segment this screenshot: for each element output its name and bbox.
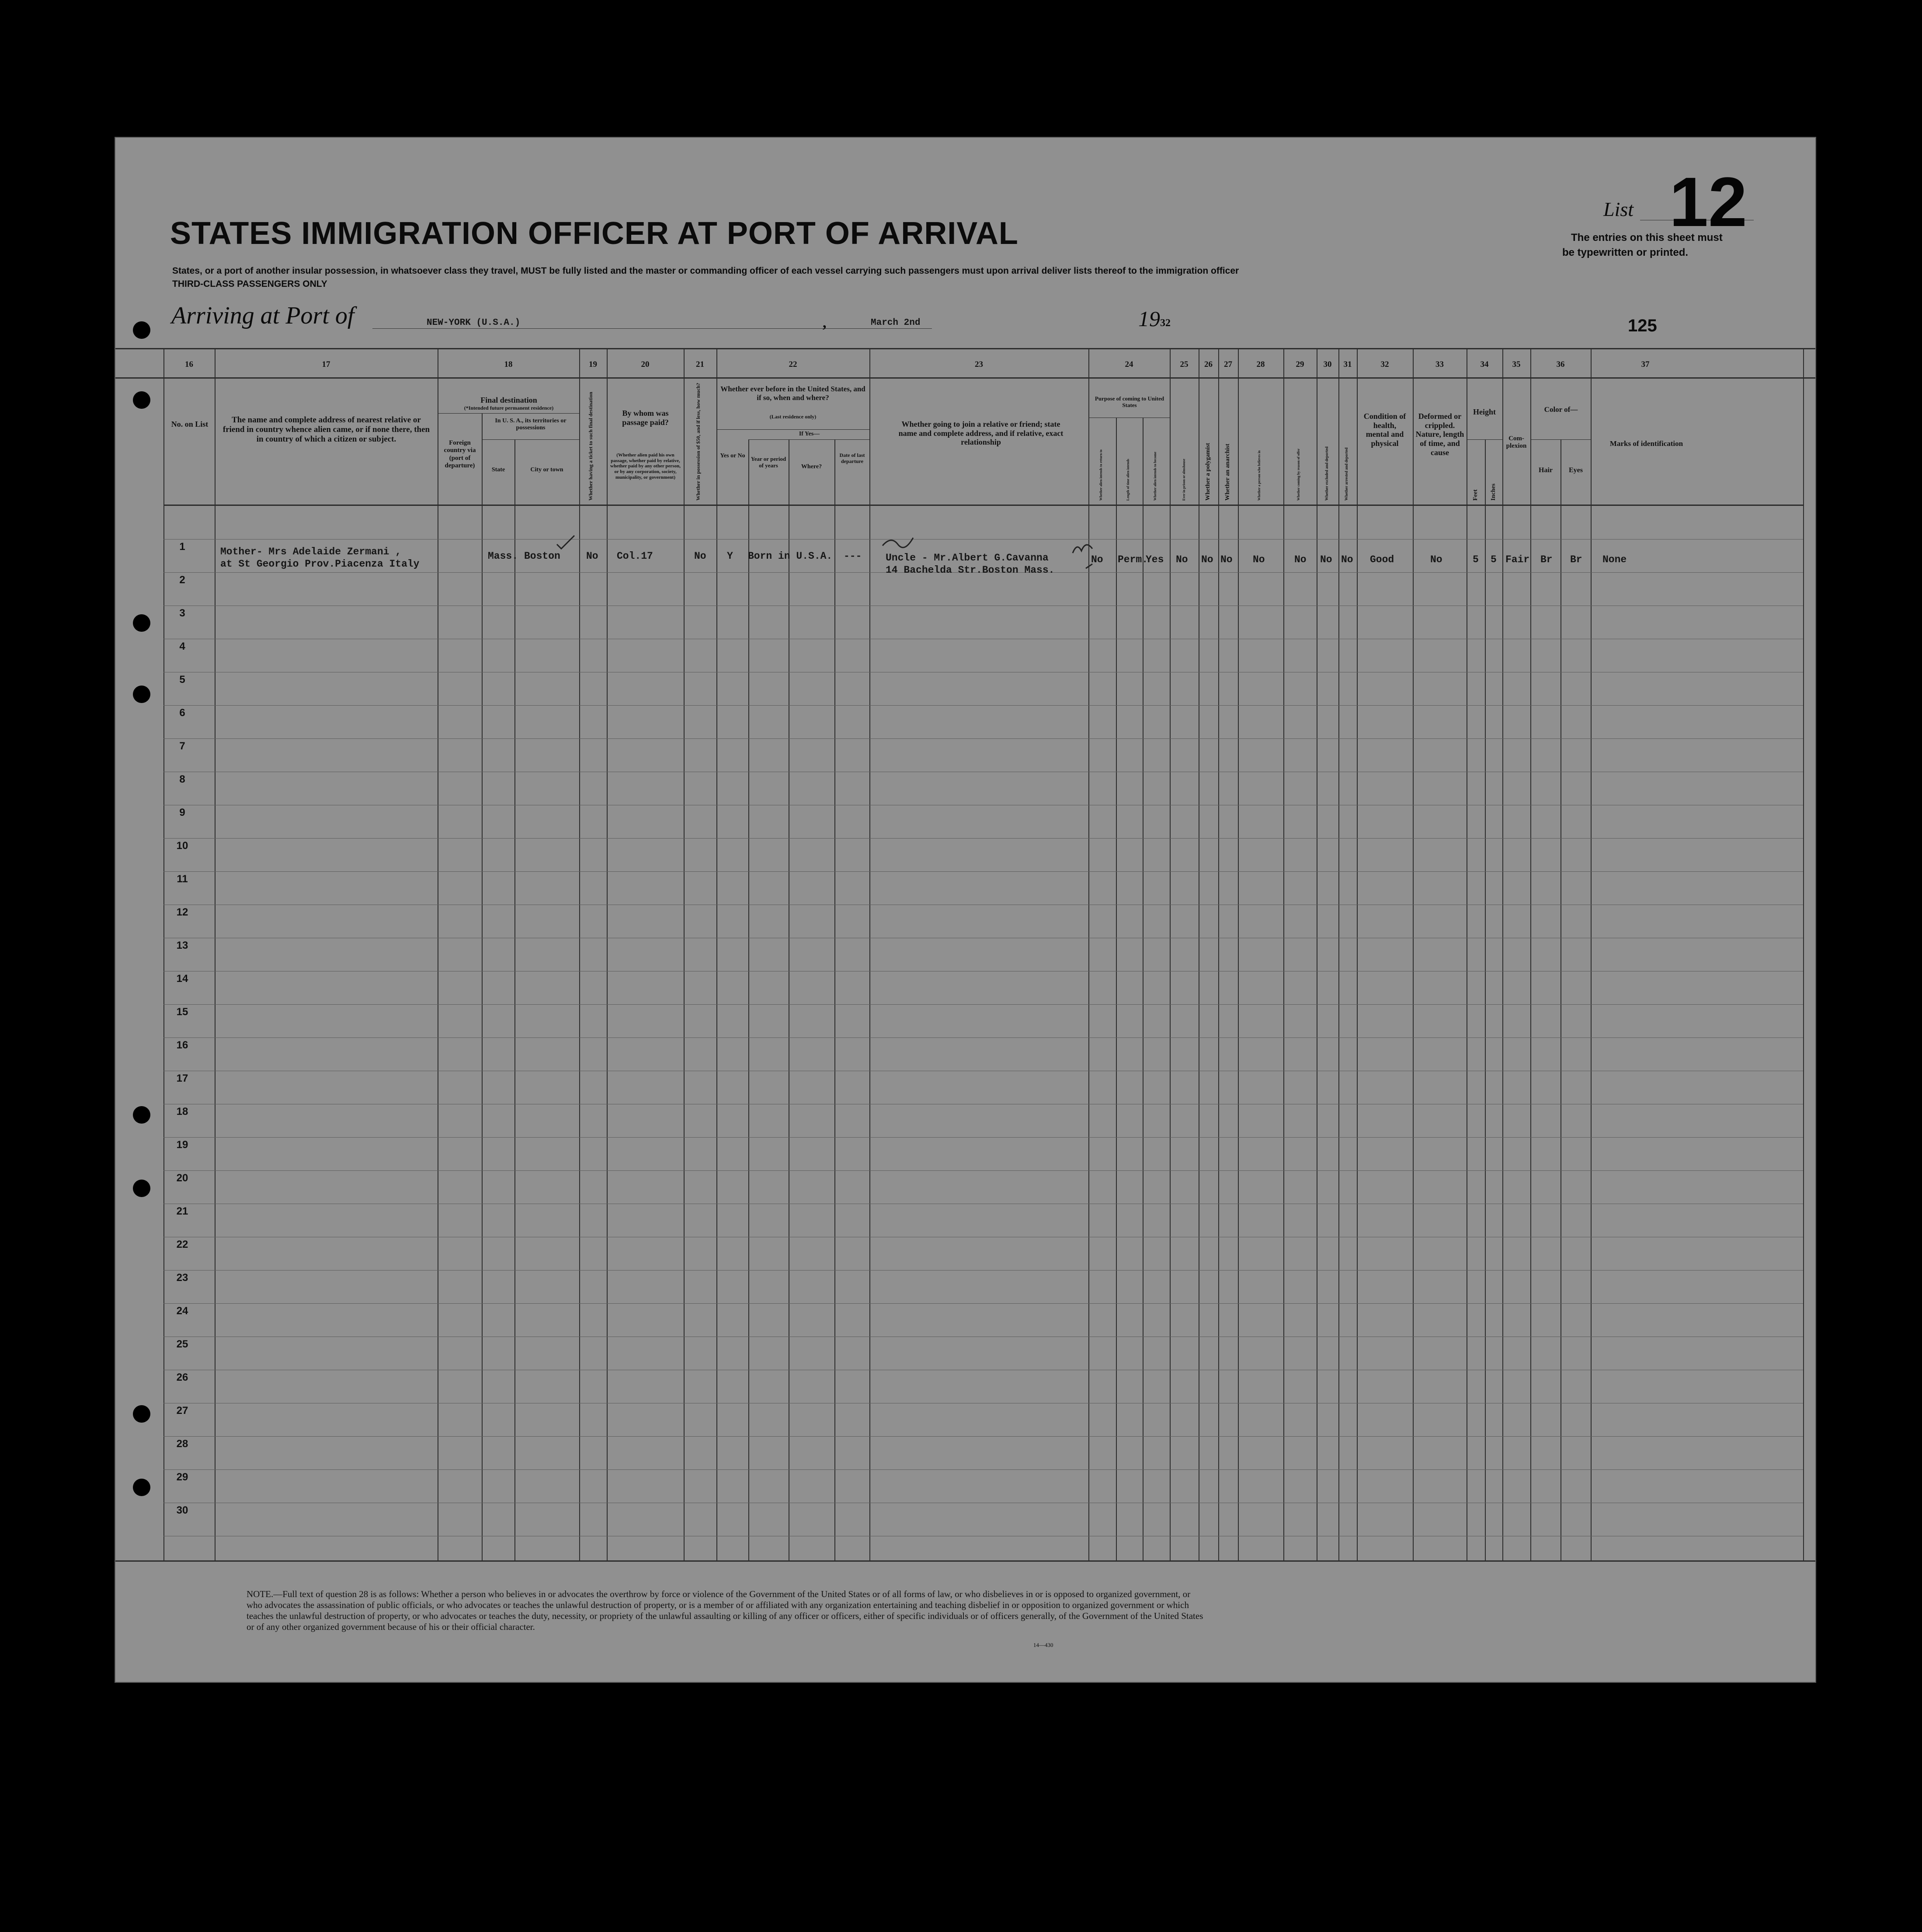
column-divider [1357,348,1358,1561]
row-line [163,1037,1803,1038]
column-number: 36 [1556,360,1565,369]
list-number: 12 [1669,163,1747,241]
column-divider [163,348,164,1561]
row-line [163,1436,1803,1437]
header-q31: Whether arrested and deported [1344,447,1349,501]
year-suffix: 32 [1160,317,1171,329]
header-complexion: Com- plexion [1506,435,1527,450]
row-number: 14 [176,973,188,985]
table-top-line [115,348,1815,349]
row-line [163,539,1803,540]
header-possession-50: Whether in possession of $50, and if less, how much? [695,383,701,501]
header-eyes: Eyes [1569,466,1583,474]
column-divider [1502,348,1503,1561]
list-note-1: The entries on this sheet must [1571,232,1723,244]
column-divider [607,348,608,1561]
column-number: 18 [504,360,513,369]
column-number: 16 [185,360,193,369]
entry-polygamist: No [1201,554,1213,565]
header-passage-paid: By whom was passage paid? [622,409,669,427]
row-number: 13 [176,940,188,951]
column-divider [1485,439,1486,1561]
column-divider [579,348,580,1561]
entry-purpose-length: Perm. [1118,554,1148,565]
column-number: 22 [789,360,797,369]
row-number: 11 [177,873,188,885]
form-number: 14—430 [1033,1642,1053,1648]
row-number: 9 [179,807,185,818]
column-number: 30 [1323,360,1332,369]
header-state: State [491,466,505,473]
column-divider [1238,348,1239,1561]
row-number: 6 [179,707,185,719]
row-line [163,705,1803,706]
header-health: Condition of health, mental and physical [1363,412,1406,448]
header-no-on-list: No. on List [171,420,209,428]
column-divider [834,439,835,1561]
port-underline [372,328,932,329]
header-relative-abroad: The name and complete address of nearest relative or friend in country whence alien came, or if none there, then in country of which a citizen or subject. [222,415,430,444]
header-q29: Whether coming by reason of offer [1296,448,1300,501]
header-year-or-period: Year or period of years [751,456,786,469]
punch-hole [133,1479,150,1496]
year [1138,306,1171,331]
entry-before-where: Born in U.S.A. [748,550,833,562]
row-number: 29 [176,1471,188,1483]
entry-eyes: Br [1570,554,1582,565]
port-value: NEW-YORK (U.S.A.) [427,318,521,328]
row-number: 5 [179,674,185,686]
header-foreign-country: Foreign country via (port of departure) [444,439,476,469]
column-number: 31 [1343,360,1352,369]
check-mark [555,533,577,551]
column-divider [1283,348,1284,1561]
list-note-2: be typewritten or printed. [1562,247,1689,258]
year-prefix: 19 [1138,306,1160,331]
entry-inches: 5 [1491,554,1497,565]
row-number: 1 [179,541,185,553]
page-title: STATES IMMIGRATION OFFICER AT PORT OF ARRIVAL [170,216,1018,251]
entry-city: Boston [524,550,560,562]
entry-purpose-citizen: Yes [1146,554,1164,565]
row-number: 26 [176,1372,188,1383]
header-where: Where? [801,463,822,470]
row-number: 20 [176,1172,188,1184]
entry-joining-line2: 14 Bachelda Str.Boston Mass. [886,564,1055,576]
row-number: 25 [176,1338,188,1350]
column-divider [869,348,870,1561]
check-mark [1068,538,1103,573]
colnum-line [115,377,1815,379]
punch-hole [133,391,150,409]
entry-prison: No [1176,554,1188,565]
row-number: 22 [176,1239,188,1250]
header-height: Height [1473,407,1496,416]
row-line [163,1170,1803,1171]
column-divider [514,439,515,1561]
column-number: 33 [1435,360,1444,369]
header-inches: Inches [1490,484,1497,501]
subheader-line [1467,439,1502,440]
instructions-text: States, or a port of another insular possession, in whatsoever class they travel, MUST be fully listed and the master or commanding officer of each vessel carrying such passengers must upon arrival deliver lists thereof to the immigration officer [172,266,1239,276]
header-purpose-citizen: Whether alien intends to become [1153,452,1157,501]
row-number: 17 [176,1072,188,1084]
comma-mark: , [823,315,827,331]
row-number: 7 [179,740,185,752]
entry-feet: 5 [1473,554,1479,565]
entry-hair: Br [1540,554,1553,565]
header-deformed: Deformed or crippled. Nature, length of time, and cause [1415,412,1464,457]
date-value: March 2nd [871,318,921,328]
row-number: 28 [176,1438,188,1450]
column-divider [1591,348,1592,1561]
column-divider [482,413,483,1561]
header-in-usa: In U. S. A., its territories or possessions [495,418,567,432]
row-number: 16 [176,1039,188,1051]
row-number: 30 [176,1504,188,1516]
header-before-note: (Last residence only) [769,414,817,420]
header-yes-or-no: Yes or No [720,453,745,459]
entry-marks: None [1602,554,1627,565]
class-line: THIRD-CLASS PASSENGERS ONLY [172,279,327,289]
column-divider [716,348,717,1561]
column-divider [1338,348,1339,1561]
row-number: 12 [176,906,188,918]
row-number: 2 [179,574,185,586]
row-number: 4 [179,641,185,652]
punch-hole [133,614,150,632]
row-line [163,1270,1803,1271]
column-number: 26 [1204,360,1213,369]
column-number: 32 [1380,360,1389,369]
header-color-of: Color of— [1544,405,1578,414]
manifest-sheet [115,137,1816,1683]
column-divider [1413,348,1414,1561]
header-passage-paid-note: (Whether alien paid his own passage, whether paid by relative, whether paid by any other person, or by any corporation, society, municipality, or government) [610,453,681,480]
list-label: List [1603,198,1634,220]
entry-health: Good [1370,554,1394,565]
row-line [163,871,1803,872]
header-city: City or town [530,466,563,473]
row-number: 21 [176,1205,188,1217]
header-q30: Whether excluded and deported [1324,446,1329,501]
column-number: 25 [1180,360,1189,369]
column-number: 21 [696,360,704,369]
entry-anarchist: No [1220,554,1233,565]
column-number: 27 [1224,360,1232,369]
row-line [163,838,1803,839]
row-number: 19 [176,1139,188,1151]
punch-hole [133,321,150,339]
header-purpose: Purpose of coming to United States [1095,395,1164,408]
header-joining: Whether going to join a relative or friend; state name and complete address, and if relative, exact relationship [898,420,1064,447]
header-purpose-length: Length of time alien intends [1126,459,1130,501]
row-number: 18 [176,1106,188,1117]
subheader-line [482,439,579,440]
column-number: 35 [1512,360,1521,369]
column-number: 23 [975,360,983,369]
row-line [163,1303,1803,1304]
header-polygamist: Whether a polygamist [1205,443,1211,501]
entry-q30: No [1320,554,1332,565]
row-number: 10 [176,840,188,852]
column-divider [1170,348,1171,1561]
row-number: 3 [179,607,185,619]
row-line [163,1137,1803,1138]
header-ticket: Whether having a ticket to such final destination [587,392,594,501]
entry-q31: No [1341,554,1353,565]
column-divider [1803,348,1804,1561]
arriving-label: Arriving at Port of [171,302,355,329]
header-feet: Feet [1472,489,1479,501]
column-number: 34 [1480,360,1489,369]
column-number: 24 [1125,360,1133,369]
row-number: 27 [176,1405,188,1417]
entry-relative-line2: at St Georgio Prov.Piacenza Italy [220,558,420,570]
footer-note: NOTE.—Full text of question 28 is as follows: Whether a person who believes in or advocates the overthrow by force or violence of the Government of the United States or of all forms of law, or who disbelieves in or is opposed to organized government, or who advocates the assassination of public officials, or who advocates or teaches the unlawful destruction of property, or is a member of or affiliated with any organization entertaining and teaching disbelief in or opposition to organized government or which teaches the unlawful destruction of property, or who advocates or teaches the duty, necessity, or propriety of the unlawful assaulting or killing of any officer or officers, either of specific individuals or of officers generally, of the Government of the United States or of any other organized government because of his or their official character. [247,1589,1203,1632]
column-divider [748,439,749,1561]
punch-hole [133,1405,150,1423]
header-hair: Hair [1539,466,1553,474]
entry-joining-line1: Uncle - Mr.Albert G.Cavanna [886,552,1049,564]
subheader-line [1531,439,1591,440]
subheader-line [717,429,869,430]
header-q28: Whether a person who believes in [1257,450,1261,501]
entry-possession-50: No [694,550,706,562]
punch-hole [133,1106,150,1124]
header-before-in-us: Whether ever before in the United States, and if so, when and where? [720,385,865,402]
page-number: 125 [1628,316,1657,335]
entry-q28: No [1253,554,1265,565]
entry-before-date: --- [844,550,862,562]
column-number: 20 [641,360,650,369]
punch-hole [133,686,150,703]
subheader-line [749,439,869,440]
column-divider [1218,348,1219,1561]
row-number: 24 [176,1305,188,1317]
column-divider [1088,348,1089,1561]
row-line [163,1469,1803,1470]
column-divider [1116,418,1117,1561]
column-number: 19 [589,360,597,369]
header-bottom-line [163,505,1803,506]
entry-ticket: No [586,550,598,562]
row-number: 23 [176,1272,188,1284]
header-final-destination-note: (*Intended future permanent residence) [464,405,554,411]
row-line [163,738,1803,739]
entry-relative-line1: Mother- Mrs Adelaide Zermani , [220,546,402,557]
row-number: 8 [179,773,185,785]
entry-q29: No [1294,554,1307,565]
row-line [163,1004,1803,1005]
column-number: 29 [1296,360,1304,369]
entry-passage-paid: Col.17 [617,550,653,562]
header-if-yes: If Yes— [799,431,820,437]
header-anarchist: Whether an anarchist [1224,443,1231,501]
subheader-line [438,413,579,414]
column-number: 17 [322,360,330,369]
punch-hole [133,1180,150,1197]
entry-complexion: Fair [1505,554,1530,565]
column-divider [684,348,685,1561]
check-mark [880,533,915,551]
entry-state: Mass. [488,550,518,562]
entry-before-yes-no: Y [727,550,733,562]
entry-purpose-return: No [1091,554,1103,565]
header-date-last-departure: Date of last departure [839,452,865,464]
column-number: 28 [1256,360,1265,369]
header-final-destination: Final destination [480,396,537,404]
column-divider [1530,348,1531,1561]
header-purpose-return: Whether alien intends to return to [1099,449,1103,501]
row-number: 15 [176,1006,188,1018]
header-prison: Ever in prison or almshouse [1182,459,1186,501]
entry-deformed: No [1430,554,1442,565]
header-marks: Marks of identification [1609,439,1683,448]
column-number: 37 [1641,360,1650,369]
